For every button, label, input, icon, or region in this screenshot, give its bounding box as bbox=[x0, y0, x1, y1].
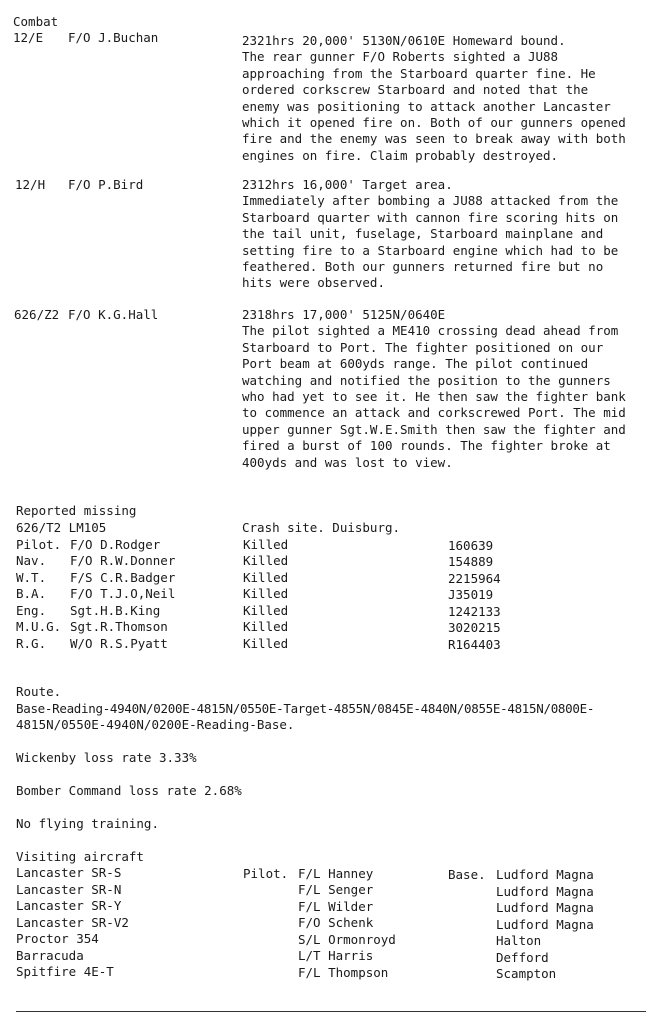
crew-number: J35019 bbox=[448, 587, 494, 602]
visiting-aircraft-name: Spitfire 4E-T bbox=[16, 964, 114, 979]
narrative-line: Starboard to Port. The fighter positioned on our bbox=[242, 339, 604, 355]
crew-number: 1242133 bbox=[448, 604, 501, 619]
combat-entry-narrative bbox=[242, 307, 626, 471]
narrative-line: Immediately after bombing a JU88 attacked from the bbox=[242, 193, 619, 209]
narrative-line: which it opened fire on. Both of our gunners opened bbox=[242, 115, 626, 131]
visiting-aircraft-name: Lancaster SR-Y bbox=[16, 898, 122, 913]
combat-entry-narrative bbox=[242, 33, 626, 164]
crew-status: Killed bbox=[243, 570, 289, 585]
narrative-line: who had yet to see it. He then saw the fighter bank bbox=[242, 389, 626, 405]
visiting-pilot: F/L Thompson bbox=[298, 965, 389, 980]
visiting-heading: Visiting aircraft bbox=[16, 849, 144, 864]
narrative-line: feathered. Both our gunners returned fire but no bbox=[242, 259, 604, 275]
crew-role: B.A. bbox=[16, 586, 47, 601]
narrative-line: Starboard quarter with cannon fire scoring hits on bbox=[242, 209, 619, 225]
narrative-line: engines on fire. Claim probably destroyed. bbox=[242, 147, 559, 163]
crew-name: F/O R.W.Donner bbox=[70, 553, 176, 568]
crew-role: Pilot. bbox=[16, 537, 62, 552]
combat-entry-narrative bbox=[242, 177, 618, 292]
visiting-base: Ludford Magna bbox=[496, 900, 594, 915]
visiting-aircraft-name: Lancaster SR-S bbox=[16, 865, 122, 880]
visiting-aircraft-name: Proctor 354 bbox=[16, 931, 99, 946]
visiting-pilot: F/O Schenk bbox=[298, 915, 374, 930]
crew-name: F/O T.J.O,Neil bbox=[70, 586, 176, 601]
crew-number: R164403 bbox=[448, 637, 501, 652]
visiting-pilot: S/L Ormonroyd bbox=[298, 932, 396, 947]
crew-role: M.U.G. bbox=[16, 619, 62, 634]
combat-entry-pilot: F/O P.Bird bbox=[68, 177, 144, 192]
visiting-aircraft-name: Lancaster SR-V2 bbox=[16, 915, 129, 930]
crew-number: 3020215 bbox=[448, 620, 501, 635]
visiting-aircraft-name: Lancaster SR-N bbox=[16, 882, 122, 897]
visiting-base: Ludford Magna bbox=[496, 917, 594, 932]
crew-status: Killed bbox=[243, 619, 289, 634]
narrative-line: Port beam at 600yds range. The pilot continued bbox=[242, 356, 589, 372]
crew-status: Killed bbox=[243, 537, 289, 552]
visiting-pilot: F/L Senger bbox=[298, 882, 374, 897]
crew-name: Sgt.R.Thomson bbox=[70, 619, 168, 634]
crew-number: 154889 bbox=[448, 554, 494, 569]
visiting-pilot: L/T Harris bbox=[298, 948, 374, 963]
visiting-pilot: F/L Wilder bbox=[298, 899, 374, 914]
crew-role: R.G. bbox=[16, 636, 47, 651]
wickenby-loss-rate: Wickenby loss rate 3.33% bbox=[16, 750, 197, 765]
combat-entry-header: 2321hrs 20,000' 5130N/0610E Homeward bound. bbox=[242, 33, 566, 48]
narrative-line: fire and the enemy was seen to break away with both bbox=[242, 131, 626, 147]
combat-entry-header: 2312hrs 16,000' Target area. bbox=[242, 177, 453, 192]
crew-name: F/S C.R.Badger bbox=[70, 570, 176, 585]
narrative-line: the tail unit, fuselage, Starboard mainplane and bbox=[242, 226, 604, 242]
crew-status: Killed bbox=[243, 553, 289, 568]
narrative-line: setting fire to a Starboard engine which had to be bbox=[242, 242, 619, 258]
crew-role: W.T. bbox=[16, 570, 47, 585]
combat-entry-header: 2318hrs 17,000' 5125N/0640E bbox=[242, 307, 446, 322]
route-line: 4815N/0550E-4940N/0200E-Reading-Base. bbox=[16, 717, 295, 732]
missing-aircraft: 626/T2 LM105 bbox=[16, 520, 107, 535]
crew-role: Nav. bbox=[16, 553, 47, 568]
crew-name: W/O R.S.Pyatt bbox=[70, 636, 168, 651]
crew-status: Killed bbox=[243, 636, 289, 651]
combat-entry-id: 626/Z2 bbox=[14, 307, 60, 322]
crew-status: Killed bbox=[243, 586, 289, 601]
combat-entry-pilot: F/O J.Buchan bbox=[68, 30, 159, 45]
crew-role: Eng. bbox=[16, 603, 47, 618]
visiting-base: Scampton bbox=[496, 966, 557, 981]
route-heading: Route. bbox=[16, 684, 62, 699]
narrative-line: watching and notified the position to the gunners bbox=[242, 372, 611, 388]
crew-name: F/O D.Rodger bbox=[70, 537, 161, 552]
pilot-label: Pilot. bbox=[243, 866, 289, 881]
visiting-base: Ludford Magna bbox=[496, 867, 594, 882]
crew-status: Killed bbox=[243, 603, 289, 618]
combat-entry-id: 12/E bbox=[13, 30, 44, 45]
crew-number: 2215964 bbox=[448, 571, 501, 586]
route-line: Base-Reading-4940N/0200E-4815N/0550E-Target-4855N/0845E-4840N/0855E-4815N/0800E- bbox=[16, 701, 595, 716]
visiting-pilot: F/L Hanney bbox=[298, 866, 374, 881]
narrative-line: fired a burst of 100 rounds. The fighter broke at bbox=[242, 438, 611, 454]
visiting-base: Halton bbox=[496, 933, 542, 948]
bomber-command-loss-rate: Bomber Command loss rate 2.68% bbox=[16, 783, 242, 798]
crew-number: 160639 bbox=[448, 538, 494, 553]
narrative-line: upper gunner Sgt.W.E.Smith then saw the fighter and bbox=[242, 421, 626, 437]
narrative-line: approaching from the Starboard quarter fine. He bbox=[242, 65, 596, 81]
narrative-line: hits were observed. bbox=[242, 275, 385, 291]
missing-heading: Reported missing bbox=[16, 503, 137, 518]
combat-entry-pilot: F/O K.G.Hall bbox=[68, 307, 159, 322]
narrative-line: The rear gunner F/O Roberts sighted a JU88 bbox=[242, 49, 559, 65]
narrative-line: ordered corkscrew Starboard and noted that the bbox=[242, 82, 589, 98]
combat-heading: Combat bbox=[13, 14, 59, 29]
narrative-line: 400yds and was lost to view. bbox=[242, 454, 453, 470]
page-bottom-rule bbox=[16, 1011, 646, 1012]
visiting-base: Defford bbox=[496, 950, 549, 965]
narrative-line: The pilot sighted a ME410 crossing dead ahead from bbox=[242, 323, 619, 339]
visiting-aircraft-name: Barracuda bbox=[16, 948, 84, 963]
crash-site: Crash site. Duisburg. bbox=[242, 520, 401, 535]
narrative-line: to commence an attack and corkscrewed Port. The mid bbox=[242, 405, 626, 421]
visiting-base: Ludford Magna bbox=[496, 884, 594, 899]
base-label: Base. bbox=[448, 867, 486, 882]
crew-name: Sgt.H.B.King bbox=[70, 603, 161, 618]
combat-entry-id: 12/H bbox=[15, 177, 46, 192]
narrative-line: enemy was positioning to attack another Lancaster bbox=[242, 98, 611, 114]
flying-training-note: No flying training. bbox=[16, 816, 159, 831]
